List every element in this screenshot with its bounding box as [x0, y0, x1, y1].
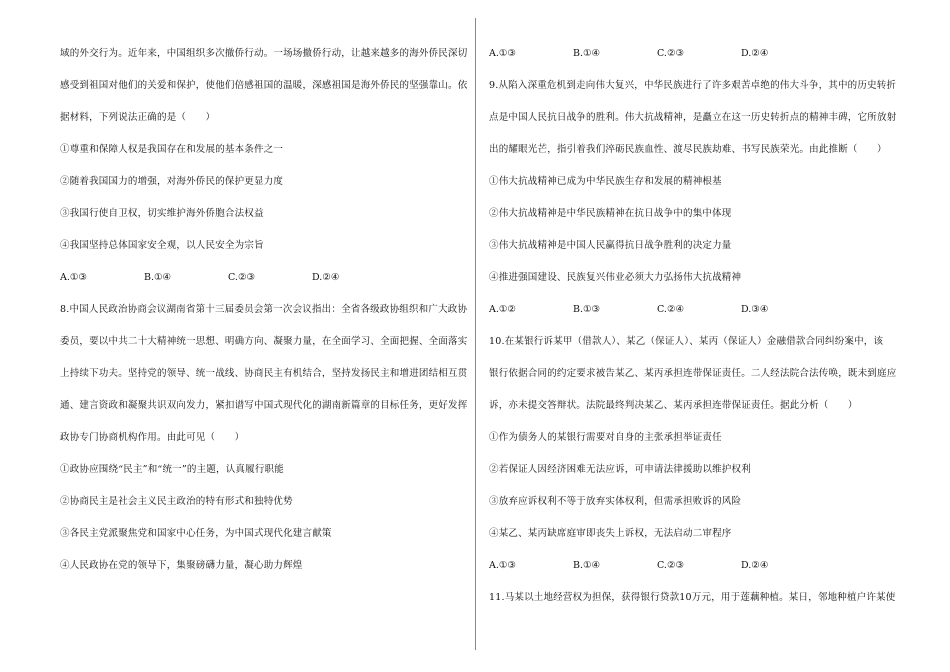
question-10-line: 诉，亦未提交答辩状。法院最终判决某乙、某丙承担连带保证责任。据此分析（ ）	[489, 400, 858, 411]
statement-3: ③我国行使自卫权，切实维护海外侨胞合法权益	[60, 208, 264, 219]
option-d: D.②④	[741, 560, 769, 571]
option-d: D.②④	[312, 272, 340, 283]
option-a: A.①③	[489, 48, 516, 59]
right-column	[489, 38, 909, 614]
answer-options	[489, 38, 909, 70]
option-b: B.①④	[573, 560, 601, 571]
answer-options	[60, 262, 480, 294]
question-8-line: 通、建言资政和凝聚共识双向发力，紧扣谱写中国式现代化的湖南新篇章的目标任务，更好发挥	[60, 400, 468, 411]
question-11-line: 11.马某以土地经营权为担保，获得银行贷款10万元，用于莲藕种植。某日，邻地种植户许某使	[489, 592, 896, 603]
statement-4: ④某乙、某丙缺席庭审即丧失上诉权，无法启动二审程序	[489, 528, 732, 539]
statement-1: ①政协应围绕“民主”和“统一”的主题，认真履行职能	[60, 464, 284, 475]
statement-1: ①尊重和保障人权是我国存在和发展的基本条件之一	[60, 144, 284, 155]
question-9-line: 点是中国人民抗日战争的胜利。伟大抗战精神，是矗立在这一历史转折点的精神丰碑，它所放射	[489, 112, 897, 123]
left-column	[60, 38, 480, 582]
option-c: C.②④	[657, 304, 684, 315]
text-line: 域的外交行为。近年来，中国组织多次撤侨行动。一场场撤侨行动，让越来越多的海外侨民深切	[60, 48, 468, 59]
option-b: B.①③	[573, 304, 601, 315]
question-8-line: 8.中国人民政治协商会议湖南省第十三届委员会第一次会议指出：全省各级政协组织和广大政协	[60, 304, 468, 315]
option-d: D.②④	[741, 48, 769, 59]
option-a: A.①③	[489, 560, 516, 571]
question-9-line: 出的耀眼光芒，指引着我们淬砺民族血性、渡尽民族劫难、书写民族荣光。由此推断（ ）	[489, 144, 887, 155]
statement-4: ④我国坚持总体国家安全观，以人民安全为宗旨	[60, 240, 264, 251]
question-8-line: 上持续下功夫。坚持党的领导、统一战线、协商民主有机结合，坚持发扬民主和增进团结相互贯	[60, 368, 468, 379]
answer-options	[489, 550, 909, 582]
option-b: B.①④	[573, 48, 601, 59]
option-d: D.③④	[741, 304, 769, 315]
statement-3: ③伟大抗战精神是中国人民赢得抗日战争胜利的决定力量	[489, 240, 732, 251]
statement-4: ④推进强国建设、民族复兴伟业必须大力弘扬伟大抗战精神	[489, 272, 742, 283]
column-divider	[475, 18, 476, 650]
text-line: 感受到祖国对他们的关爱和保护，使他们倍感祖国的温暖，深感祖国是海外侨民的坚强靠山。依	[60, 80, 468, 91]
answer-options	[489, 294, 909, 326]
statement-2: ②若保证人因经济困难无法应诉，可申请法律援助以维护权利	[489, 464, 751, 475]
option-c: C.②③	[657, 48, 684, 59]
question-10-line: 10.在某银行诉某甲（借款人）、某乙（保证人）、某丙（保证人）金融借款合同纠纷案中，该	[489, 336, 884, 347]
statement-3: ③放弃应诉权利不等于放弃实体权利，但需承担败诉的风险	[489, 496, 742, 507]
statement-2: ②随着我国国力的增强，对海外侨民的保护更显力度	[60, 176, 284, 187]
question-9-line: 9.从陷入深重危机到走向伟大复兴，中华民族进行了许多艰苦卓绝的伟大斗争，其中的历史转折	[489, 80, 897, 91]
question-8-line: 委员，要以中共二十大精神统一思想、明确方向、凝聚力量，在全面学习、全面把握、全面落实	[60, 336, 468, 347]
question-8-line: 政协专门协商机构作用。由此可见（ ）	[60, 432, 245, 443]
option-a: A.①②	[489, 304, 516, 315]
question-10-line: 银行依据合同的约定要求被告某乙、某丙承担连带保证责任。二人经法院合法传唤，既未到庭应	[489, 368, 897, 379]
statement-1: ①作为债务人的某银行需要对自身的主张承担举证责任	[489, 432, 722, 443]
option-a: A.①③	[60, 272, 87, 283]
option-c: C.②③	[228, 272, 255, 283]
statement-3: ③各民主党派聚焦党和国家中心任务，为中国式现代化建言献策	[60, 528, 332, 539]
statement-4: ④人民政协在党的领导下，集聚磅礴力量，凝心助力辉煌	[60, 560, 303, 571]
statement-2: ②协商民主是社会主义民主政治的特有形式和独特优势	[60, 496, 293, 507]
statement-1: ①伟大抗战精神已成为中华民族生存和发展的精神根基	[489, 176, 722, 187]
option-b: B.①④	[144, 272, 172, 283]
option-c: C.②③	[657, 560, 684, 571]
statement-2: ②伟大抗战精神是中华民族精神在抗日战争中的集中体现	[489, 208, 732, 219]
question-stem: 据材料，下列说法正确的是（ ）	[60, 112, 216, 123]
